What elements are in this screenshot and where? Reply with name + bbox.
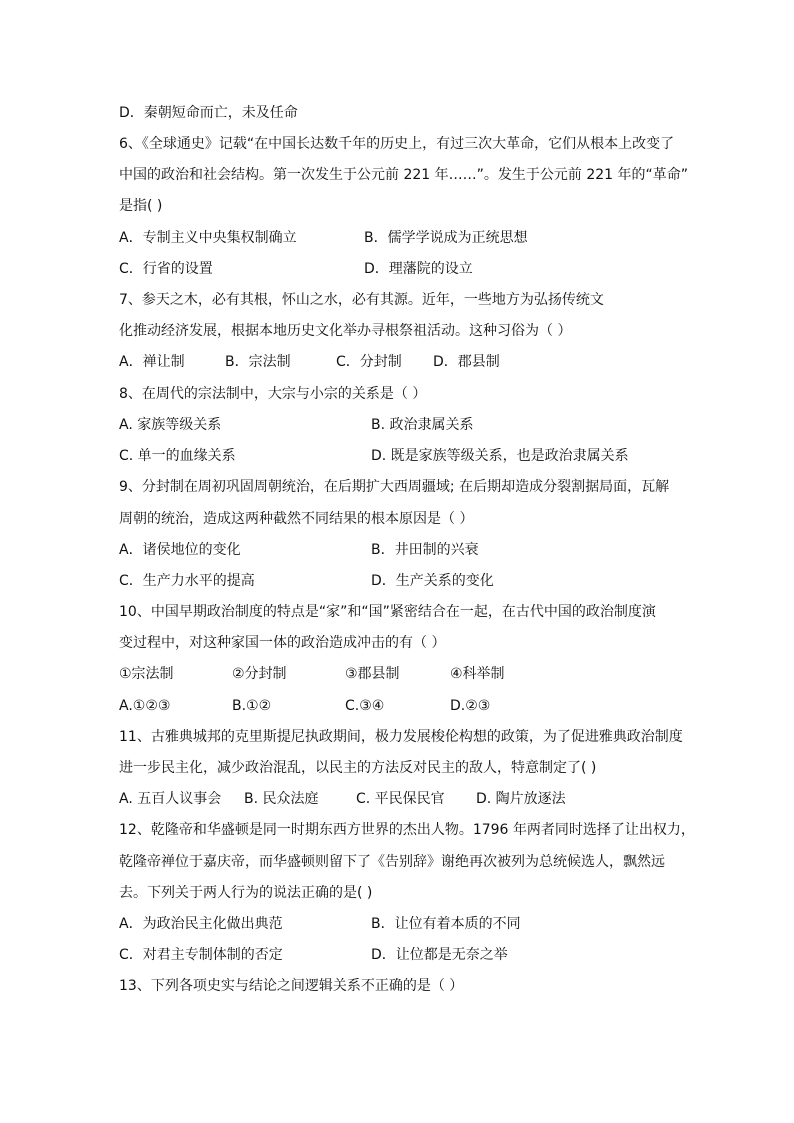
- q11-option-c: C. 平民保民官: [356, 791, 445, 807]
- q11-option-b: B. 民众法庭: [244, 791, 319, 807]
- q9-option-b: B．井田制的兴衰: [371, 542, 479, 558]
- q8-option-a: A. 家族等级关系: [119, 417, 222, 433]
- q11-option-d: D. 陶片放逐法: [476, 791, 566, 807]
- q5-option-d: D．秦朝短命而亡，未及任命: [119, 105, 298, 121]
- q10-option-d: D.②③: [450, 698, 491, 714]
- q7-option-c: C．分封制: [336, 354, 402, 370]
- q6-stem-line-2: 中国的政治和社会结构。第一次发生于公元前 221 年……”。发生于公元前 221 年的“革命”: [119, 167, 689, 183]
- q10-item-2: ②分封制: [232, 666, 287, 682]
- q10-item-4: ④科举制: [450, 666, 505, 682]
- q12-option-b: B．让位有着本质的不同: [371, 916, 521, 932]
- q6-stem-line-1: 6、《全球通史》记载“在中国长达数千年的历史上，有过三次大革命，它们从根本上改变了: [119, 136, 675, 152]
- q10-option-b: B.①②: [232, 698, 272, 714]
- q10-option-a: A.①②③: [119, 698, 171, 714]
- q10-item-3: ③郡县制: [345, 666, 400, 682]
- q9-option-c: C．生产力水平的提高: [119, 573, 255, 589]
- q10-stem-line-1: 10、中国早期政治制度的特点是“家”和“国”紧密结合在一起，在古代中国的政治制度演: [119, 604, 656, 620]
- q6-option-c: C．行省的设置: [119, 261, 213, 277]
- q8-stem: 8、在周代的宗法制中，大宗与小宗的关系是（ ）: [119, 386, 427, 402]
- q6-option-d: D．理藩院的设立: [364, 261, 473, 277]
- q12-option-c: C．对君主专制体制的否定: [119, 947, 283, 963]
- q12-option-d: D．让位都是无奈之举: [371, 947, 508, 963]
- q11-option-a: A. 五百人议事会: [119, 791, 222, 807]
- q12-stem-line-1: 12、乾隆帝和华盛顿是同一时期东西方世界的杰出人物。1796 年两者同时选择了让出权力，: [119, 822, 695, 838]
- q8-option-c: C. 单一的血缘关系: [119, 448, 236, 464]
- q7-stem-line-2: 化推动经济发展，根据本地历史文化举办寻根祭祖活动。这种习俗为（ ）: [119, 323, 572, 339]
- q6-option-a: A．专制主义中央集权制确立: [119, 230, 297, 246]
- q8-option-d: D. 既是家族等级关系，也是政治隶属关系: [371, 448, 629, 464]
- q9-stem-line-1: 9、分封制在周初巩固周朝统治，在后期扩大西周疆域; 在后期却造成分裂割据局面，瓦解: [119, 479, 670, 495]
- q11-stem-line-1: 11、古雅典城邦的克里斯提尼执政期间，极力发展梭伦构想的政策，为了促进雅典政治制度: [119, 729, 683, 745]
- q9-option-d: D．生产关系的变化: [371, 573, 494, 589]
- q10-item-1: ①宗法制: [119, 666, 174, 682]
- q10-option-c: C.③④: [345, 698, 385, 714]
- q6-stem-line-3: 是指( ): [119, 198, 163, 214]
- q12-stem-line-3: 去。下列关于两人行为的说法正确的是( ): [119, 885, 373, 901]
- q13-stem: 13、下列各项史实与结论之间逻辑关系不正确的是（ ）: [119, 978, 464, 994]
- q8-option-b: B. 政治隶属关系: [371, 417, 474, 433]
- q6-option-b: B．儒学学说成为正统思想: [364, 230, 528, 246]
- q7-option-a: A．禅让制: [119, 354, 185, 370]
- q12-option-a: A．为政治民主化做出典范: [119, 916, 283, 932]
- q12-stem-line-2: 乾隆帝禅位于嘉庆帝，而华盛顿则留下了《告别辞》谢绝再次被列为总统候选人，飘然远: [119, 854, 665, 870]
- q7-stem-line-1: 7、参天之木，必有其根，怀山之水，必有其源。近年，一些地方为弘扬传统文: [119, 292, 604, 308]
- q9-option-a: A．诸侯地位的变化: [119, 542, 241, 558]
- q7-option-d: D．郡县制: [433, 354, 500, 370]
- q9-stem-line-2: 周朝的统治，造成这两种截然不同结果的根本原因是（ ）: [119, 511, 474, 527]
- q10-stem-line-2: 变过程中，对这种家国一体的政治造成冲击的有（ ）: [119, 635, 446, 651]
- q7-option-b: B．宗法制: [225, 354, 291, 370]
- q11-stem-line-2: 进一步民主化，减少政治混乱，以民主的方法反对民主的敌人，特意制定了( ): [119, 760, 597, 776]
